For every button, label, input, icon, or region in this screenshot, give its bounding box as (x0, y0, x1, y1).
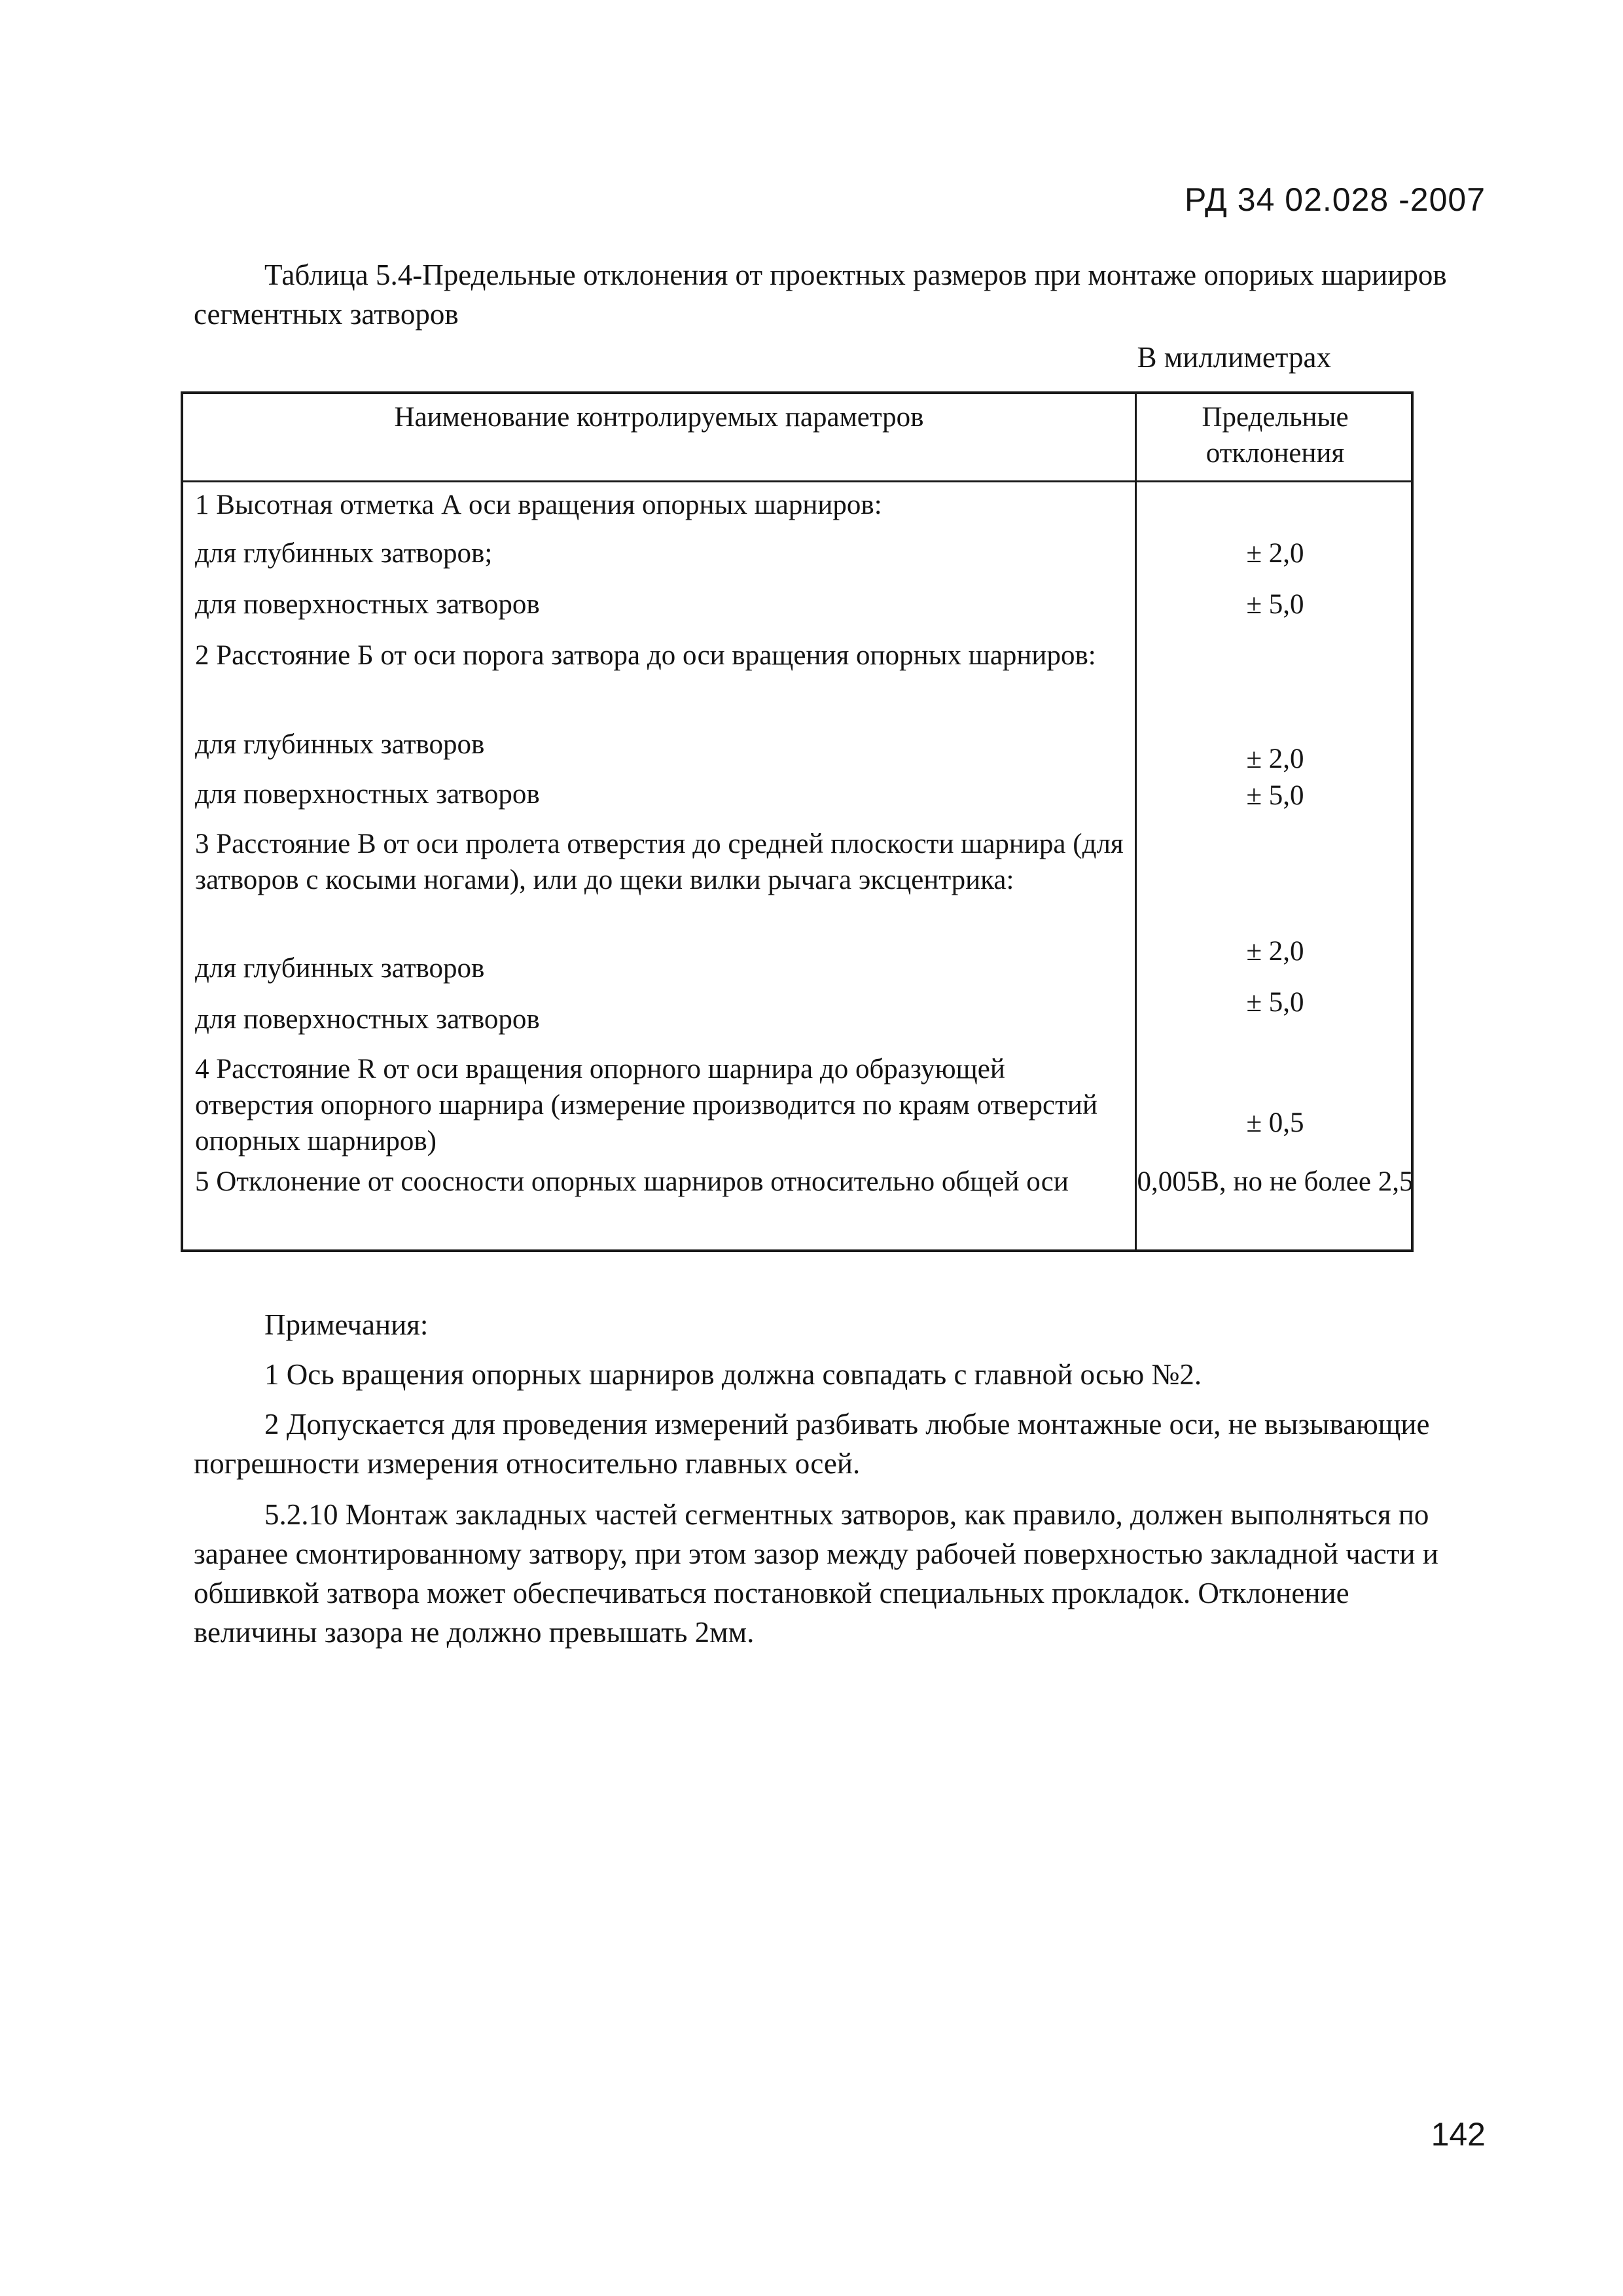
table-row-value: ± 2,0 (1246, 538, 1304, 569)
table-row-param: для поверхностных затворов (195, 1004, 540, 1035)
table-row-param: для глубинных затворов (195, 953, 485, 984)
table-row-param: для поверхностных затворов (195, 589, 540, 620)
note-1: 1 Ось вращения опорных шарниров должна совпадать с главной осью №2. (264, 1358, 1202, 1391)
column-header-deviations: Предельные отклонения (1202, 402, 1349, 469)
note-2: 2 Допускается для проведения измерений разбивать любые монтажные оси, не вызывающие погрешности измерения относительно главных осей. (194, 1408, 1430, 1480)
page-number: 142 (1431, 2116, 1486, 2153)
table-row-param: для глубинных затворов; (195, 538, 493, 569)
table-row-value: ± 2,0 (1246, 936, 1304, 967)
deviation-table (181, 391, 1414, 1252)
document-code: РД 34 02.028 -2007 (1185, 181, 1486, 218)
table-row-param: 3 Расстояние В от оси пролета отверстия до средней плоскости шарнира (для затворов с косыми ногами), или до щеки вилки рычага эксцентрика: (195, 829, 1124, 895)
table-row-param: для поверхностных затворов (195, 779, 540, 810)
table-row-value: ± 2,0 (1246, 744, 1304, 774)
table-row-value: 0,005В, но не более 2,5 (1137, 1166, 1414, 1197)
table-row-param: 5 Отклонение от соосности опорных шарниров относительно общей оси (195, 1166, 1069, 1197)
body-paragraph: 5.2.10 Монтаж закладных частей сегментных затворов, как правило, должен выполняться по заранее смонтированному затвору, при этом зазор между рабочей поверхностью закладной части и обшивкой затвора может обеспечиваться постановкой специальных прокладок. Отклонение величины зазора не должно превышать 2мм. (194, 1498, 1438, 1649)
table-row-value: ± 5,0 (1246, 780, 1304, 811)
table-row-value: ± 0,5 (1246, 1107, 1304, 1138)
table-row-value: ± 5,0 (1246, 987, 1304, 1018)
table-row-param: 2 Расстояние Б от оси порога затвора до оси вращения опорных шарниров: (195, 640, 1096, 671)
column-header-parameters: Наименование контролируемых параметров (394, 402, 924, 433)
notes-title: Примечания: (264, 1308, 429, 1341)
table-row-param: 4 Расстояние R от оси вращения опорного шарнира до образующей отверстия опорного шарнира (измерение производится по краям отверстий опорных шарниров) (195, 1054, 1097, 1157)
header-divider (183, 480, 1411, 482)
table-caption: Таблица 5.4-Предельные отклонения от проектных размеров при монтаже опориых шарииров сегментных затворов (194, 259, 1447, 331)
table-units: В миллиметрах (1137, 341, 1331, 374)
table-row-param: 1 Высотная отметка А оси вращения опорных шарниров: (195, 490, 882, 520)
table-row-value: ± 5,0 (1246, 589, 1304, 620)
table-row-param: для глубинных затворов (195, 729, 485, 760)
